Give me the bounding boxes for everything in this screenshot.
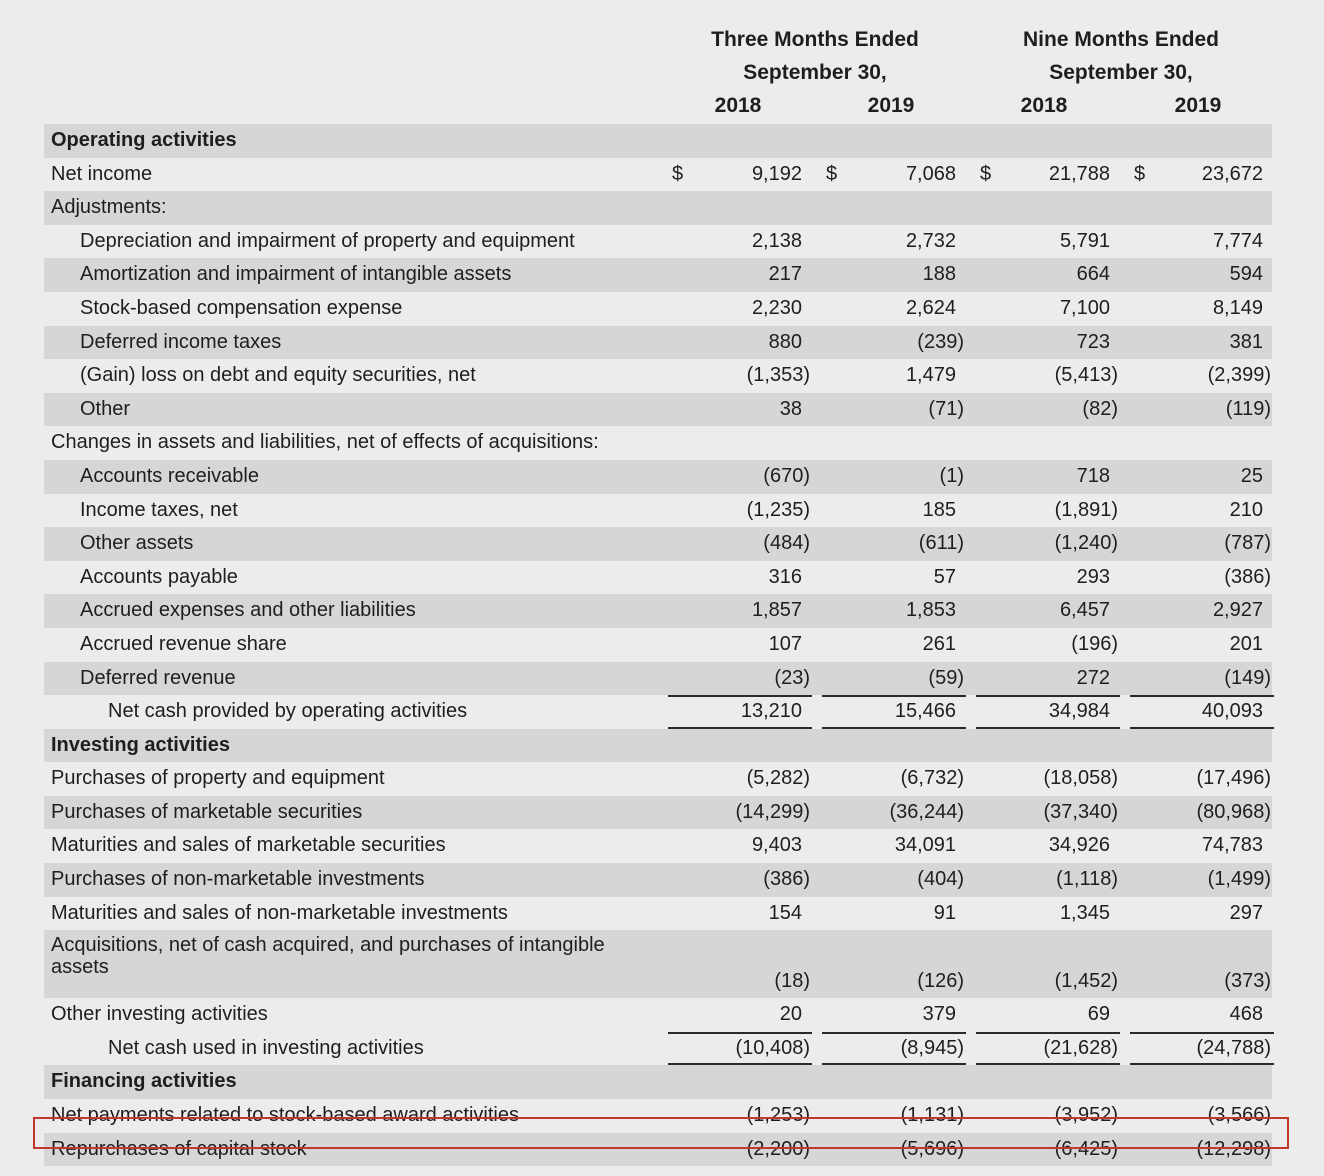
cell-value-col-3: (6,425) (1054, 1137, 1118, 1160)
cell-value-col-2: 57 (933, 565, 956, 588)
cell-value-col-1: (18) (774, 969, 810, 992)
row-label: Maturities and sales of marketable securities (51, 834, 446, 857)
row-label: Amortization and impairment of intangible assets (80, 263, 512, 286)
cell-value-col-2: (59) (928, 666, 964, 689)
cell-value-col-4: (2,399) (1207, 364, 1271, 387)
cell-value-col-3: 664 (1076, 263, 1110, 286)
cell-value-col-2: (5,696) (900, 1137, 964, 1160)
table-row-acquisitions-net-of-cash-acquired-and-purchases-of-intangible-assets (44, 930, 1272, 998)
cell-value-col-1: 9,403 (751, 834, 802, 857)
cell-value-col-2: (36,244) (889, 800, 964, 823)
cell-value-col-4: (80,968) (1196, 800, 1271, 823)
cell-value-col-2: 185 (922, 498, 956, 521)
cell-value-col-1: 13,210 (740, 700, 802, 723)
cell-value-col-1: 316 (768, 565, 802, 588)
table-row-investing-activities (44, 729, 1272, 763)
cell-value-col-4: 25 (1240, 464, 1263, 487)
cell-value-col-4: (787) (1224, 532, 1271, 555)
cell-value-col-2: 7,068 (905, 162, 956, 185)
row-label: Depreciation and impairment of property and equipment (80, 229, 575, 252)
cell-value-col-1: 107 (768, 632, 802, 655)
subtotal-rule (1130, 695, 1274, 697)
row-label: Net income (51, 162, 153, 185)
table-row-purchases-of-marketable-securities (44, 796, 1272, 830)
cell-value-col-4: 210 (1229, 498, 1263, 521)
table-row-operating-activities (44, 124, 1272, 158)
cell-value-col-2: 1,479 (905, 364, 956, 387)
cell-value-col-2: (404) (917, 868, 964, 891)
table-row-maturities-and-sales-of-marketable-securities (44, 829, 1272, 863)
row-label: Deferred revenue (80, 666, 236, 689)
subtotal-rule (822, 695, 966, 697)
row-label: Net payments related to stock-based award activities (51, 1104, 519, 1127)
cell-value-col-1: (484) (763, 532, 810, 555)
row-label: Stock-based compensation expense (80, 296, 403, 319)
cell-value-col-3: 1,345 (1059, 901, 1110, 924)
cell-value-col-4: (3,566) (1207, 1104, 1271, 1127)
cell-value-col-4: 2,927 (1212, 599, 1263, 622)
year-header-9m-2019: 2019 (1174, 94, 1222, 117)
cell-value-col-3: (1,240) (1054, 532, 1118, 555)
row-label: Income taxes, net (80, 498, 238, 521)
cell-value-col-3: (196) (1071, 632, 1118, 655)
row-label: Investing activities (51, 733, 230, 756)
cell-value-col-3: (18,058) (1043, 767, 1118, 790)
cell-value-col-3: (82) (1082, 397, 1118, 420)
cell-value-col-2: (1,131) (900, 1104, 964, 1127)
row-label: (Gain) loss on debt and equity securities, net (80, 364, 476, 387)
table-row-accounts-payable (44, 561, 1272, 595)
table-row-depreciation-and-impairment-of-property-and-equipment (44, 225, 1272, 259)
cell-value-col-2: 188 (922, 263, 956, 286)
year-header-q-2018: 2018 (714, 94, 762, 117)
cell-value-col-1: 9,192 (751, 162, 802, 185)
row-label: Accrued revenue share (80, 632, 287, 655)
table-row-net-income (44, 158, 1272, 192)
cell-value-col-1: (14,299) (735, 800, 810, 823)
table-row-purchases-of-property-and-equipment (44, 762, 1272, 796)
year-header-q-2019: 2019 (867, 94, 915, 117)
dollar-sign: $ (980, 162, 992, 185)
table-row-other-assets (44, 527, 1272, 561)
cell-value-col-4: 8,149 (1212, 296, 1263, 319)
cell-value-col-4: 594 (1229, 263, 1263, 286)
cell-value-col-3: 69 (1087, 1003, 1110, 1026)
row-label: Operating activities (51, 129, 237, 151)
table-row-purchases-of-non-marketable-investments (44, 863, 1272, 897)
cell-value-col-2: 15,466 (894, 700, 956, 723)
table-row-amortization-and-impairment-of-intangible-assets (44, 258, 1272, 292)
cell-value-col-1: (386) (763, 868, 810, 891)
cell-value-col-3: (1,118) (1056, 868, 1118, 891)
cell-value-col-4: (24,788) (1196, 1036, 1271, 1059)
cash-flow-table (44, 124, 1272, 1166)
row-label: Net cash used in investing activities (108, 1036, 424, 1059)
cell-value-col-2: (71) (928, 397, 964, 420)
cell-value-col-3: (21,628) (1043, 1036, 1118, 1059)
cell-value-col-1: (1,235) (746, 498, 810, 521)
table-row-income-taxes-net (44, 494, 1272, 528)
subtotal-rule (668, 1032, 812, 1034)
subtotal-rule (976, 695, 1120, 697)
cell-value-col-2: 379 (922, 1003, 956, 1026)
subtotal-rule (668, 695, 812, 697)
cell-value-col-1: 217 (768, 263, 802, 286)
cell-value-col-4: 23,672 (1201, 162, 1263, 185)
cell-value-col-1: 154 (768, 901, 802, 924)
dollar-sign: $ (672, 162, 684, 185)
cell-value-col-4: (373) (1224, 969, 1271, 992)
cell-value-col-2: 2,732 (905, 229, 956, 252)
cell-value-col-3: (3,952) (1054, 1104, 1118, 1127)
row-label: Acquisitions, net of cash acquired, and purchases of intangible assets (51, 934, 605, 979)
table-row-financing-activities (44, 1065, 1272, 1099)
cell-value-col-1: 880 (768, 330, 802, 353)
cell-value-col-4: 201 (1229, 632, 1263, 655)
cell-value-col-1: (2,200) (746, 1137, 810, 1160)
table-row-net-cash-provided-by-operating-activities (44, 695, 1272, 729)
table-row-gain-loss-on-debt-and-equity-securities-net (44, 359, 1272, 393)
cell-value-col-2: 1,853 (905, 599, 956, 622)
cell-value-col-1: (10,408) (735, 1036, 810, 1059)
cell-value-col-2: (6,732) (900, 767, 964, 790)
cell-value-col-1: (1,253) (746, 1104, 810, 1127)
dollar-sign: $ (826, 162, 838, 185)
highlight-box-repurchases (33, 1117, 1289, 1149)
row-label: Purchases of property and equipment (51, 767, 385, 790)
table-row-accrued-revenue-share (44, 628, 1272, 662)
cell-value-col-4: (119) (1225, 397, 1271, 420)
cell-value-col-3: 718 (1076, 464, 1110, 487)
table-row-adjustments (44, 191, 1272, 225)
cell-value-col-2: (239) (917, 330, 964, 353)
nine-months-date-label: September 30, (1049, 61, 1193, 84)
cell-value-col-3: 5,791 (1059, 229, 1110, 252)
cell-value-col-2: (126) (917, 969, 964, 992)
row-label: Repurchases of capital stock (51, 1137, 307, 1160)
table-row-accrued-expenses-and-other-liabilities (44, 594, 1272, 628)
row-label: Other investing activities (51, 1003, 268, 1026)
table-row-changes-in-assets-and-liabilities-net-of-effects-of-acquisitions (44, 426, 1272, 460)
cell-value-col-4: (1,499) (1207, 868, 1271, 891)
table-row-accounts-receivable (44, 460, 1272, 494)
cell-value-col-3: 21,788 (1048, 162, 1110, 185)
row-label: Accounts payable (80, 565, 238, 588)
cell-value-col-1: (670) (763, 464, 810, 487)
row-label: Financing activities (51, 1070, 237, 1093)
year-header-9m-2018: 2018 (1020, 94, 1068, 117)
cell-value-col-3: 34,984 (1048, 700, 1110, 723)
cell-value-col-4: 74,783 (1201, 834, 1263, 857)
table-row-maturities-and-sales-of-non-marketable-investments (44, 897, 1272, 931)
nine-months-ended-label: Nine Months Ended (1023, 28, 1219, 51)
row-label: Net cash provided by operating activities (108, 700, 468, 723)
cell-value-col-1: 2,230 (751, 296, 802, 319)
cell-value-col-2: 34,091 (894, 834, 956, 857)
cell-value-col-4: (386) (1224, 565, 1271, 588)
cell-value-col-1: 2,138 (751, 229, 802, 252)
cell-value-col-4: 381 (1229, 330, 1263, 353)
dollar-sign: $ (1134, 162, 1146, 185)
cell-value-col-3: (1,891) (1054, 498, 1118, 521)
cell-value-col-3: 723 (1076, 330, 1110, 353)
row-label: Purchases of marketable securities (51, 800, 363, 823)
row-label: Other assets (80, 532, 194, 555)
cell-value-col-1: 20 (779, 1003, 802, 1026)
cell-value-col-3: (37,340) (1043, 800, 1118, 823)
table-row-stock-based-compensation-expense (44, 292, 1272, 326)
table-row-deferred-revenue (44, 662, 1272, 696)
row-label: Accounts receivable (80, 464, 259, 487)
table-row-other (44, 393, 1272, 427)
row-label: Changes in assets and liabilities, net of effects of acquisitions: (51, 431, 599, 454)
cell-value-col-3: 6,457 (1059, 599, 1110, 622)
cell-value-col-2: (611) (918, 532, 964, 555)
cell-value-col-4: (12,298) (1196, 1137, 1271, 1160)
cell-value-col-2: (1) (939, 464, 964, 487)
cell-value-col-2: 2,624 (905, 296, 956, 319)
cell-value-col-3: 293 (1076, 565, 1110, 588)
table-row-deferred-income-taxes (44, 326, 1272, 360)
cell-value-col-2: (8,945) (900, 1036, 964, 1059)
row-label: Accrued expenses and other liabilities (80, 599, 416, 622)
row-label: Purchases of non-marketable investments (51, 868, 425, 891)
cell-value-col-4: 7,774 (1212, 229, 1263, 252)
cell-value-col-3: 272 (1076, 666, 1110, 689)
cell-value-col-4: (149) (1224, 666, 1271, 689)
cell-value-col-2: 261 (922, 632, 956, 655)
cell-value-col-3: 7,100 (1059, 296, 1110, 319)
row-label: Deferred income taxes (80, 330, 282, 353)
row-label: Other (80, 397, 131, 420)
row-label: Adjustments: (51, 196, 167, 219)
cell-value-col-1: (23) (774, 666, 810, 689)
cell-value-col-4: 468 (1229, 1003, 1263, 1026)
cell-value-col-1: 38 (779, 397, 802, 420)
cell-value-col-4: (17,496) (1196, 767, 1271, 790)
cell-value-col-1: 1,857 (751, 599, 802, 622)
cell-value-col-1: (5,282) (746, 767, 810, 790)
three-months-date-label: September 30, (743, 61, 887, 84)
subtotal-rule (822, 1032, 966, 1034)
three-months-ended-label: Three Months Ended (711, 28, 919, 51)
row-label: Maturities and sales of non-marketable investments (51, 901, 508, 924)
cell-value-col-3: (1,452) (1054, 969, 1118, 992)
subtotal-rule (976, 1032, 1120, 1034)
cell-value-col-3: 34,926 (1048, 834, 1110, 857)
cell-value-col-4: 40,093 (1201, 700, 1263, 723)
cell-value-col-3: (5,413) (1054, 364, 1118, 387)
table-row-net-cash-used-in-investing-activities (44, 1032, 1272, 1066)
table-row-other-investing-activities (44, 998, 1272, 1032)
cell-value-col-2: 91 (933, 901, 956, 924)
cell-value-col-4: 297 (1229, 901, 1263, 924)
cell-value-col-1: (1,353) (746, 364, 810, 387)
subtotal-rule (1130, 1032, 1274, 1034)
